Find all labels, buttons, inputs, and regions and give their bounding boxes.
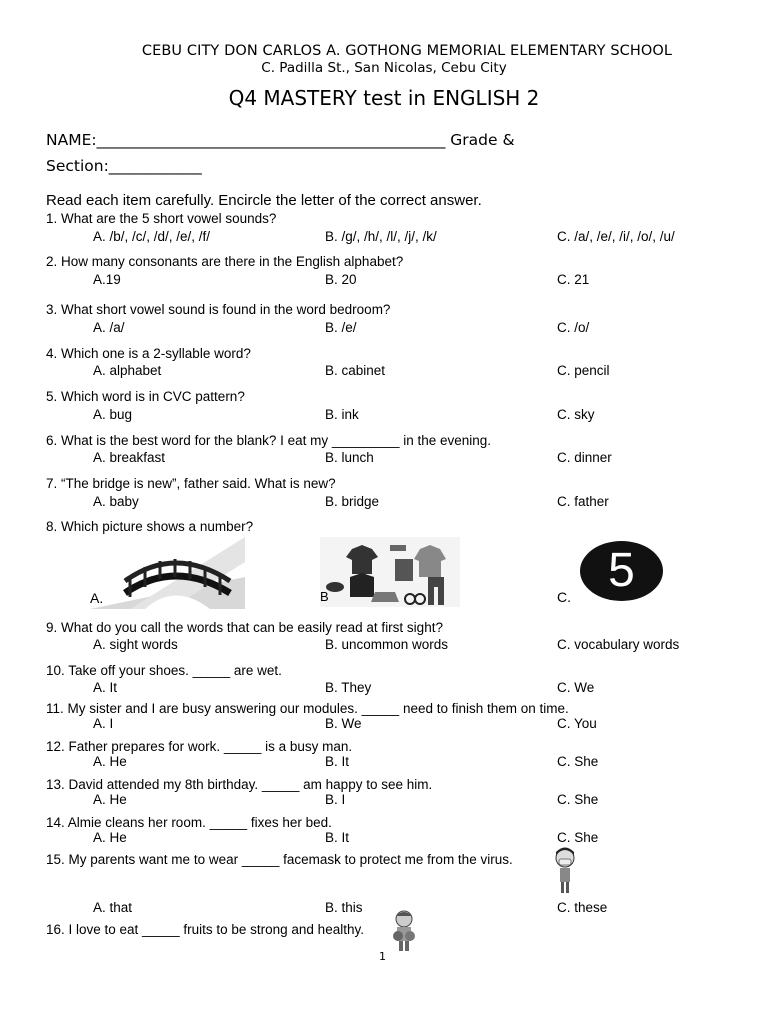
- clothes-image: [320, 537, 460, 607]
- section-field[interactable]: Section:____________: [46, 157, 202, 175]
- q10-option-c[interactable]: C. We: [557, 680, 595, 695]
- q6-option-a[interactable]: A. breakfast: [93, 450, 166, 465]
- q3-option-c[interactable]: C. /o/: [557, 320, 590, 335]
- question-3: 3. What short vowel sound is found in the word bedroom?: [46, 302, 391, 317]
- question-4: 4. Which one is a 2-syllable word?: [46, 346, 251, 361]
- instructions: Read each item carefully. Encircle the letter of the correct answer.: [46, 192, 482, 209]
- q7-option-b[interactable]: B. bridge: [325, 494, 380, 509]
- q10-option-b[interactable]: B. They: [325, 680, 372, 695]
- boy-with-mask-image: [552, 847, 578, 895]
- child-with-fruits-image: [388, 908, 420, 952]
- q5-option-b[interactable]: B. ink: [325, 407, 359, 422]
- question-6: 6. What is the best word for the blank? I eat my _________ in the evening.: [46, 433, 492, 448]
- question-9: 9. What do you call the words that can be easily read at first sight?: [46, 620, 443, 635]
- q1-option-a[interactable]: A. /b/, /c/, /d/, /e/, /f/: [93, 229, 211, 244]
- question-2: 2. How many consonants are there in the English alphabet?: [46, 254, 404, 269]
- q15-option-b[interactable]: B. this: [325, 900, 363, 915]
- q4-option-a[interactable]: A. alphabet: [93, 363, 162, 378]
- q7-option-a[interactable]: A. baby: [93, 494, 139, 509]
- school-address: C. Padilla St., San Nicolas, Cebu City: [261, 60, 507, 76]
- q12-option-c[interactable]: C. She: [557, 754, 599, 769]
- q6-option-b[interactable]: B. lunch: [325, 450, 374, 465]
- q9-option-c[interactable]: C. vocabulary words: [557, 637, 680, 652]
- question-16: 16. I love to eat _____ fruits to be strong and healthy.: [46, 922, 364, 937]
- q4-option-c[interactable]: C. pencil: [557, 363, 610, 378]
- question-11: 11. My sister and I are busy answering our modules. _____ need to finish them on time.: [46, 701, 569, 716]
- q10-option-a[interactable]: A. It: [93, 680, 118, 695]
- q8-option-b[interactable]: B: [320, 589, 329, 604]
- q7-option-c[interactable]: C. father: [557, 494, 609, 509]
- q3-option-a[interactable]: A. /a/: [93, 320, 125, 335]
- q2-option-a[interactable]: A.19: [93, 272, 121, 287]
- q11-option-a[interactable]: A. I: [93, 716, 114, 731]
- question-15: 15. My parents want me to wear _____ facemask to protect me from the virus.: [46, 852, 513, 867]
- q1-option-b[interactable]: B. /g/, /h/, /l/, /j/, /k/: [325, 229, 437, 244]
- q12-option-b[interactable]: B. It: [325, 754, 350, 769]
- page-number: 1: [379, 950, 386, 963]
- bridge-image: [90, 537, 245, 609]
- question-5: 5. Which word is in CVC pattern?: [46, 389, 245, 404]
- question-10: 10. Take off your shoes. _____ are wet.: [46, 663, 282, 678]
- q9-option-a[interactable]: A. sight words: [93, 637, 178, 652]
- q14-option-c[interactable]: C. She: [557, 830, 599, 845]
- q13-option-a[interactable]: A. He: [93, 792, 127, 807]
- q13-option-b[interactable]: B. I: [325, 792, 346, 807]
- q5-option-c[interactable]: C. sky: [557, 407, 595, 422]
- q4-option-b[interactable]: B. cabinet: [325, 363, 386, 378]
- q2-option-c[interactable]: C. 21: [557, 272, 590, 287]
- q3-option-b[interactable]: B. /e/: [325, 320, 357, 335]
- q15-option-a[interactable]: A. that: [93, 900, 133, 915]
- q14-option-b[interactable]: B. It: [325, 830, 350, 845]
- q2-option-b[interactable]: B. 20: [325, 272, 357, 287]
- q11-option-c[interactable]: C. You: [557, 716, 597, 731]
- q9-option-b[interactable]: B. uncommon words: [325, 637, 449, 652]
- q8-option-a[interactable]: A.: [90, 590, 104, 606]
- q11-option-b[interactable]: B. We: [325, 716, 362, 731]
- q12-option-a[interactable]: A. He: [93, 754, 127, 769]
- question-7: 7. “The bridge is new”, father said. What is new?: [46, 476, 336, 491]
- q5-option-a[interactable]: A. bug: [93, 407, 133, 422]
- name-field[interactable]: NAME:_____________________________________________ Grade &: [46, 131, 515, 149]
- number-five-image: 5: [580, 541, 663, 601]
- question-1: 1. What are the 5 short vowel sounds?: [46, 211, 277, 226]
- q14-option-a[interactable]: A. He: [93, 830, 127, 845]
- q1-option-c[interactable]: C. /a/, /e/, /i/, /o/, /u/: [557, 229, 675, 244]
- question-12: 12. Father prepares for work. _____ is a busy man.: [46, 739, 353, 754]
- q6-option-c[interactable]: C. dinner: [557, 450, 612, 465]
- q13-option-c[interactable]: C. She: [557, 792, 599, 807]
- question-13: 13. David attended my 8th birthday. _____ am happy to see him.: [46, 777, 433, 792]
- q15-option-c[interactable]: C. these: [557, 900, 608, 915]
- test-title: Q4 MASTERY test in ENGLISH 2: [228, 86, 540, 110]
- question-8: 8. Which picture shows a number?: [46, 519, 254, 534]
- question-14: 14. Almie cleans her room. _____ fixes her bed.: [46, 815, 332, 830]
- q8-option-c[interactable]: C.: [557, 589, 571, 605]
- school-name: CEBU CITY DON CARLOS A. GOTHONG MEMORIAL ELEMENTARY SCHOOL: [141, 43, 673, 59]
